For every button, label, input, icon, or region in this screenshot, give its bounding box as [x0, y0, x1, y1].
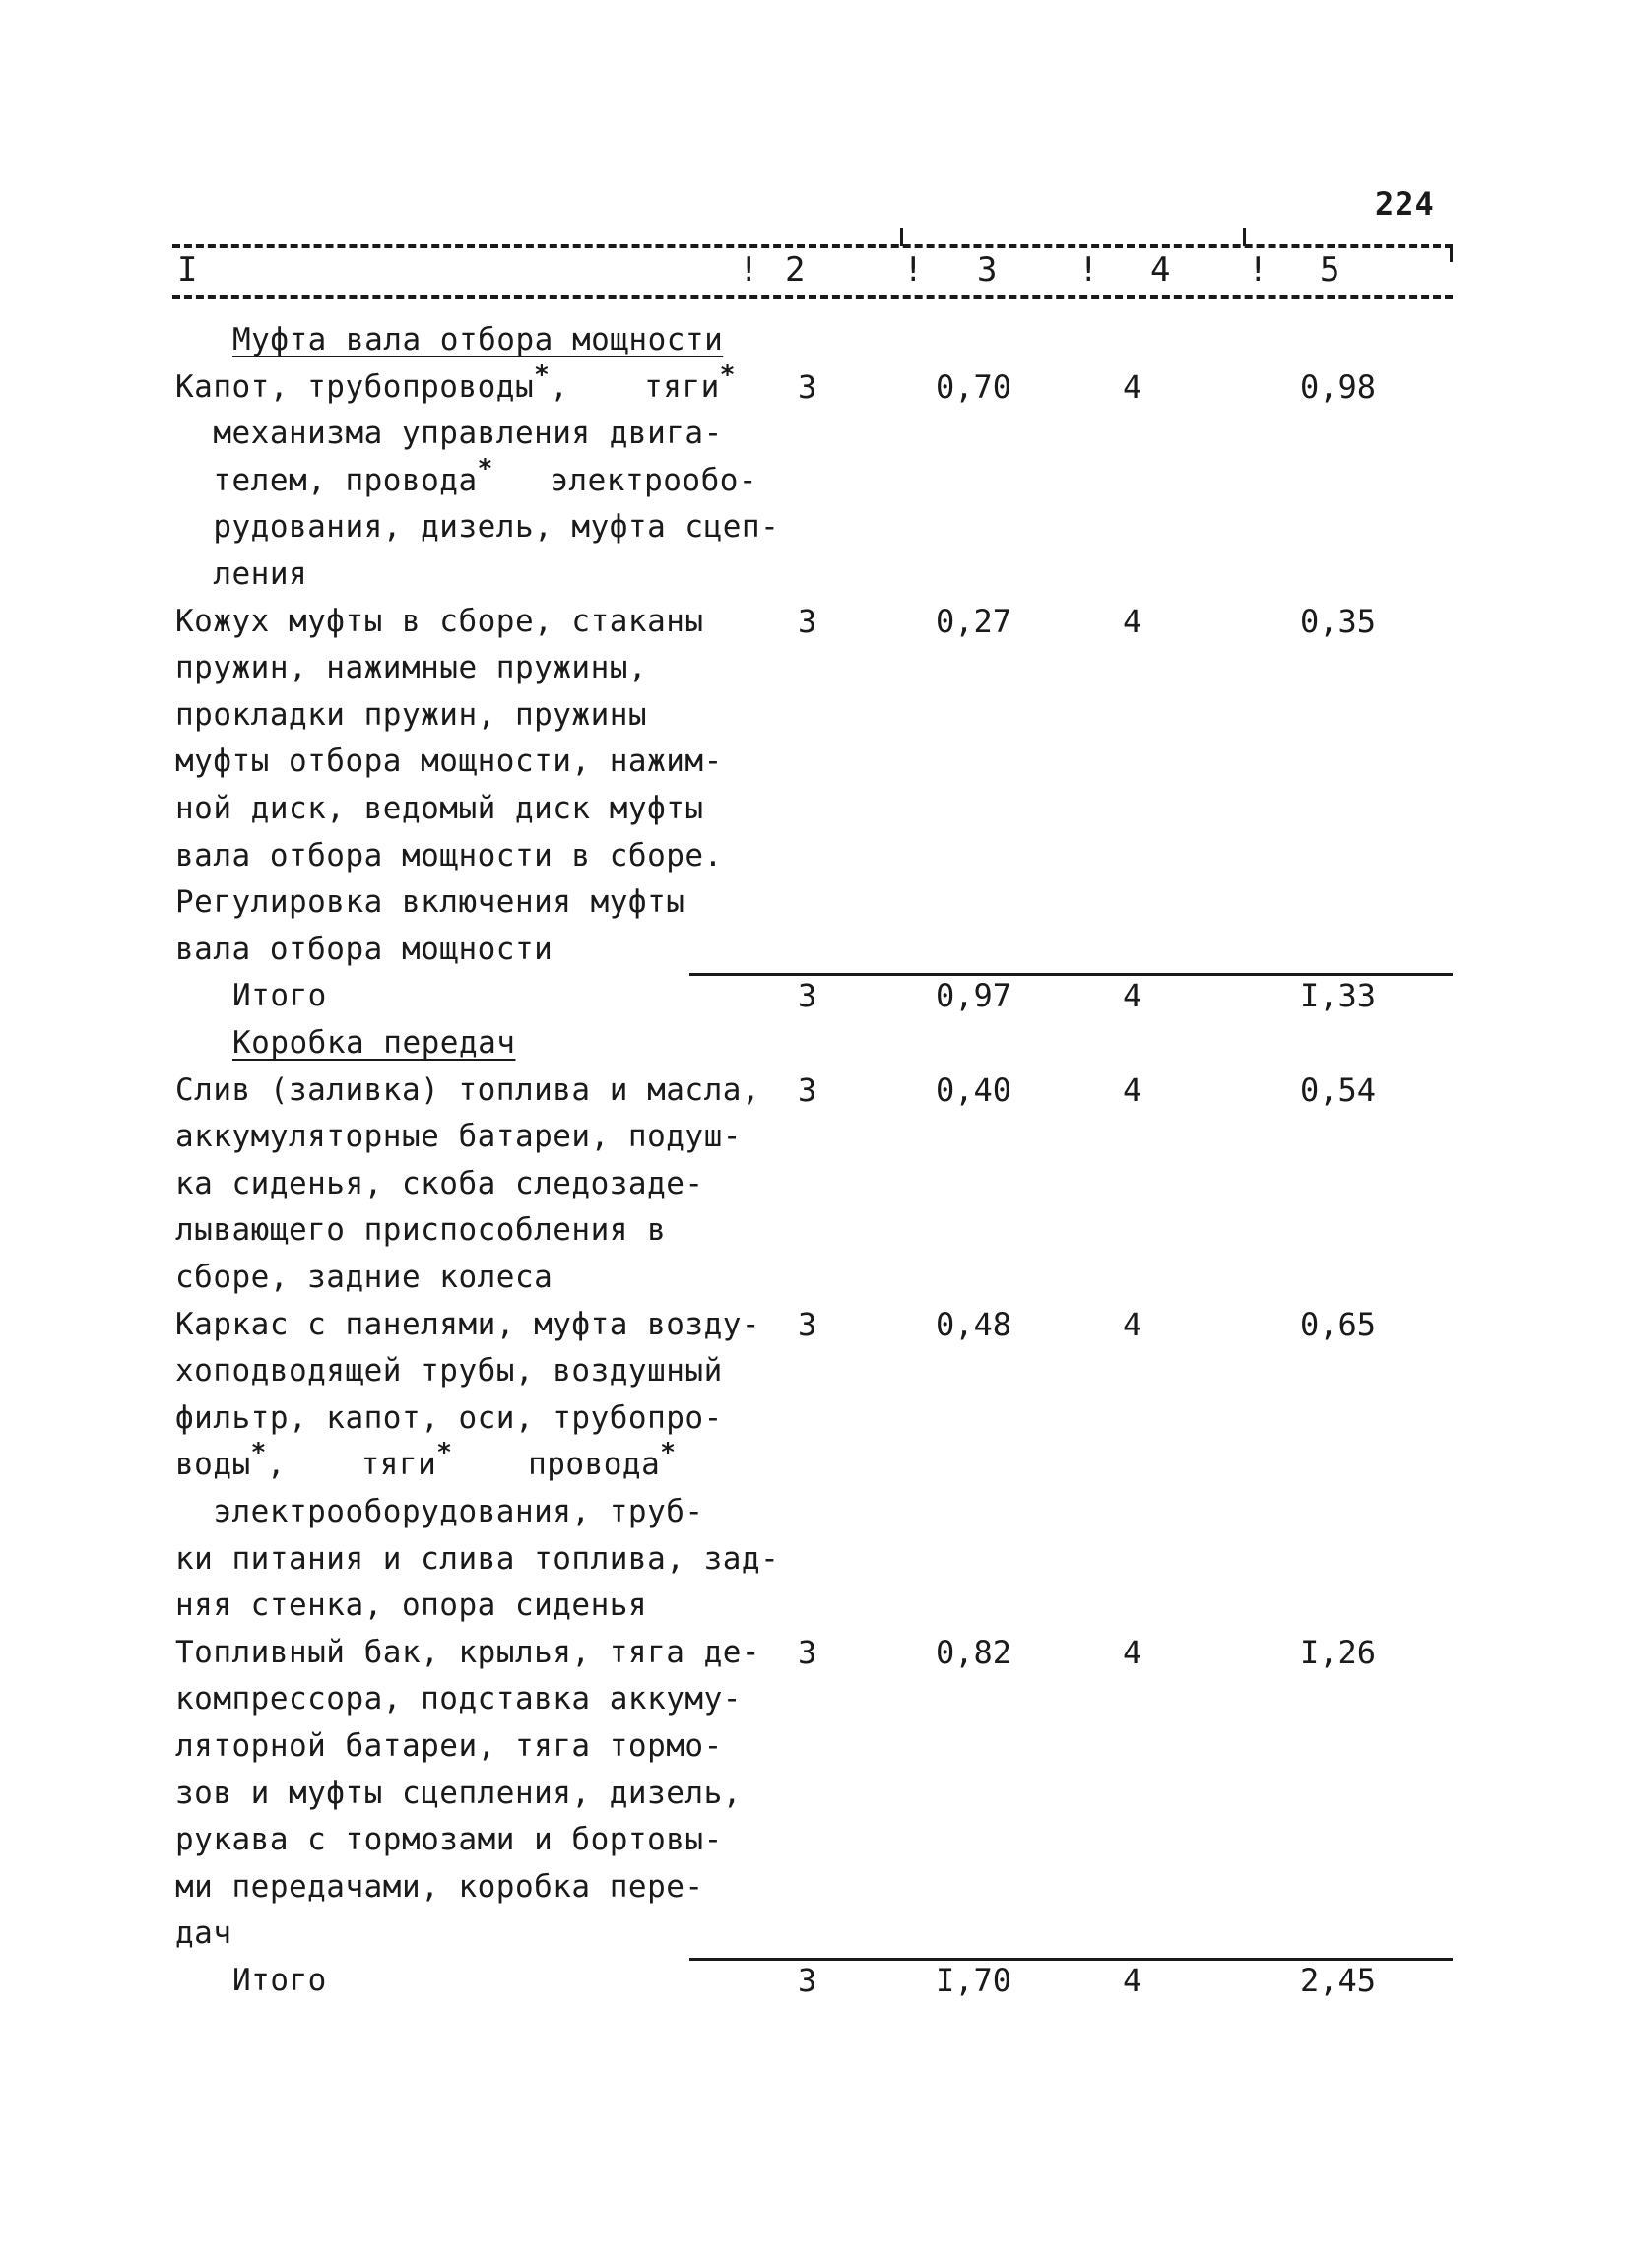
row-description-line: пружин, нажимные пружины, [175, 650, 648, 686]
row-description-line: ки питания и слива топлива, зад- [175, 1540, 780, 1577]
table-row-c4: 4 [1123, 602, 1142, 640]
row-description-line: Топливный бак, крылья, тяга де- [175, 1634, 761, 1670]
table-row-c3: 0,27 [936, 602, 1012, 640]
total-row-c5: 2,45 [1300, 1962, 1377, 1999]
row-description-line: Слив (заливка) топлива и масла, [175, 1071, 761, 1108]
footnote-asterisk: * [436, 1438, 453, 1468]
table-row-c4: 4 [1123, 1633, 1142, 1671]
row-description-line: рукава с тормозами и бортовы- [175, 1822, 723, 1858]
footnote-asterisk: * [250, 1438, 267, 1468]
header-col-5: 5 [1320, 250, 1340, 290]
table-row-c5: 0,35 [1300, 602, 1377, 640]
row-description-line: хоподводящей трубы, воздушный [175, 1353, 723, 1390]
row-description-line: зов и муфты сцепления, дизель, [175, 1775, 742, 1811]
row-description-line: фильтр, капот, оси, трубопро- [175, 1399, 723, 1436]
table-row-c3: 0,48 [936, 1305, 1012, 1343]
header-col-3: 3 [977, 250, 998, 290]
total-row-c5: I,33 [1300, 977, 1377, 1015]
total-row-c4: 4 [1123, 977, 1142, 1015]
total-label: Итого [232, 1963, 327, 1998]
header-bottom-dashed-rule [172, 295, 1453, 299]
table-row-c2: 3 [798, 367, 817, 406]
table-row-c5: 0,98 [1300, 367, 1377, 406]
header-tick [1243, 228, 1246, 246]
total-row-c2: 3 [798, 977, 817, 1015]
header-col-2: 2 [785, 250, 806, 290]
header-tick [1450, 244, 1453, 262]
header-col-4: 4 [1150, 250, 1171, 290]
footnote-asterisk: * [660, 1438, 677, 1468]
row-description-line: дач [175, 1915, 232, 1952]
total-row-c3: 0,97 [936, 977, 1012, 1015]
row-description-line: ной диск, ведомый диск муфты [175, 791, 704, 826]
table-row-c5: 0,65 [1300, 1305, 1377, 1343]
row-description-line: лывающего приспособления в [175, 1212, 667, 1249]
section-title: Коробка передач [232, 1025, 516, 1061]
row-description-line: Капот, трубопроводы*, тяги* [175, 359, 736, 405]
table-row-c2: 3 [798, 1633, 817, 1671]
table-row-c3: 0,82 [936, 1633, 1012, 1671]
row-description-line: сборе, задние колеса [175, 1260, 554, 1295]
header-col-1: I [177, 250, 198, 290]
footnote-asterisk: * [719, 359, 736, 390]
table-row-c4: 4 [1123, 367, 1142, 406]
total-row-c3: I,70 [936, 1962, 1012, 1999]
page-number: 224 [1375, 185, 1435, 223]
total-row-c2: 3 [798, 1962, 817, 1999]
table-row-c5: I,26 [1300, 1633, 1377, 1671]
row-description-line: прокладки пружин, пружины [175, 696, 648, 733]
total-row-c4: 4 [1123, 1962, 1142, 1999]
footnote-asterisk: * [477, 453, 493, 484]
table-row-c3: 0,40 [936, 1070, 1012, 1109]
table-row-c2: 3 [798, 602, 817, 640]
row-description-line: ления [175, 556, 308, 592]
row-description-line: аккумуляторные батареи, подуш- [175, 1119, 742, 1155]
header-separator: ! [903, 250, 924, 290]
row-description-line: ми передачами, коробка пере- [175, 1868, 704, 1905]
footnote-asterisk: * [534, 359, 551, 390]
total-label: Итого [232, 978, 327, 1014]
table-row-c2: 3 [798, 1305, 817, 1343]
row-description-line: ка сиденья, скоба следозаде- [175, 1165, 704, 1201]
row-description-line: Каркас с панелями, муфта возду- [175, 1306, 761, 1342]
row-description-line: рудования, дизель, муфта сцеп- [175, 509, 780, 546]
row-description-line: вала отбора мощности [175, 931, 554, 967]
table-row-c4: 4 [1123, 1070, 1142, 1109]
row-description-line: Регулировка включения муфты [175, 884, 685, 921]
header-separator: ! [739, 250, 759, 290]
row-description-line: компрессора, подставка аккуму- [175, 1681, 742, 1717]
row-description-line: механизма управления двига- [175, 416, 723, 452]
table-row-c2: 3 [798, 1070, 817, 1109]
row-description-line: вала отбора мощности в сборе. [175, 837, 723, 874]
header-separator: ! [1078, 250, 1099, 290]
section-title: Муфта вала отбора мощности [232, 322, 724, 357]
table-row-c3: 0,70 [936, 367, 1012, 406]
row-description-line: воды*, тяги* провода* [175, 1438, 677, 1483]
header-separator: ! [1248, 250, 1269, 290]
row-description-line: ляторной батареи, тяга тормо- [175, 1728, 723, 1764]
table-row-c4: 4 [1123, 1305, 1142, 1343]
row-description-line: Кожух муфты в сборе, стаканы [175, 603, 704, 639]
row-description-line: телем, провода* электрообо- [175, 453, 758, 498]
table-row-c5: 0,54 [1300, 1070, 1377, 1109]
row-description-line: няя стенка, опора сиденья [175, 1588, 648, 1624]
row-description-line: электрооборудования, труб- [175, 1494, 704, 1529]
row-description-line: муфты отбора мощности, нажим- [175, 744, 723, 780]
header-tick [900, 228, 903, 246]
